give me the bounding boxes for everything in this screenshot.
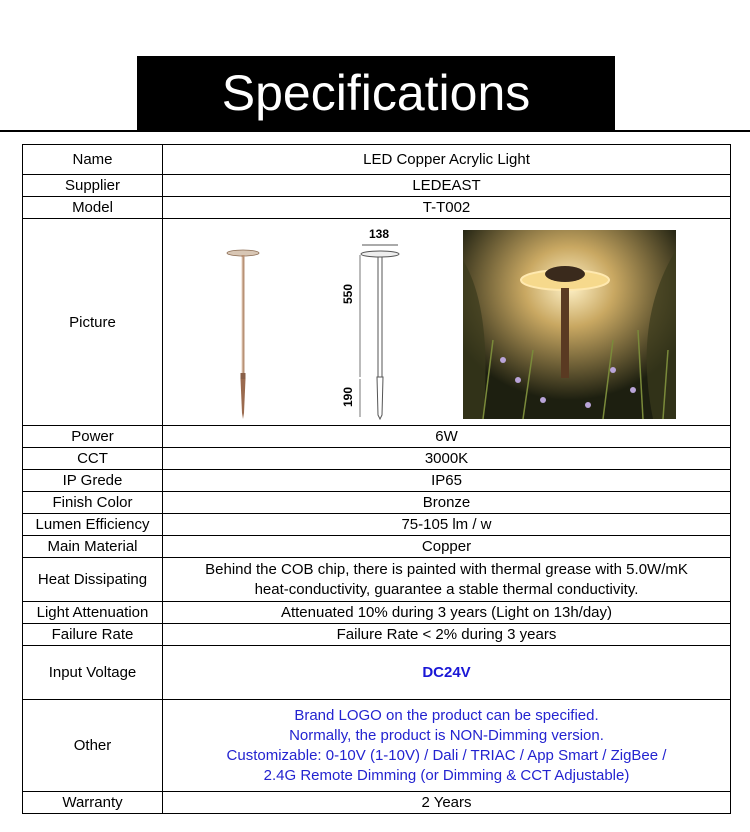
row-label: Picture <box>23 219 163 426</box>
row-label: Lumen Efficiency <box>23 514 163 536</box>
ip-value: IP65 <box>163 470 731 492</box>
row-label: CCT <box>23 448 163 470</box>
table-row <box>23 792 731 814</box>
row-label: Failure Rate <box>23 624 163 646</box>
product-render-image <box>223 245 263 421</box>
other-value <box>163 700 731 792</box>
spec-table <box>22 144 731 814</box>
table-row <box>23 558 731 602</box>
dimension-drawing <box>348 229 408 421</box>
row-label: Warranty <box>23 792 163 814</box>
product-name: LED Copper Acrylic Light <box>163 145 731 175</box>
supplier-value: LEDEAST <box>163 175 731 197</box>
lumen-value: 75-105 lm / w <box>163 514 731 536</box>
table-row <box>23 426 731 448</box>
row-label: Name <box>23 145 163 175</box>
table-row <box>23 145 731 175</box>
heat-line-2: heat-conductivity, guarantee a stable thermal conductivity. <box>254 580 639 598</box>
table-row <box>23 470 731 492</box>
row-label: IP Grede <box>23 470 163 492</box>
page-title: Specifications <box>137 56 615 130</box>
other-line-3: Customizable: 0-10V (1-10V) / Dali / TRIAC / App Smart / ZigBee / <box>226 746 667 764</box>
row-label: Main Material <box>23 536 163 558</box>
attenuation-value: Attenuated 10% during 3 years (Light on 13h/day) <box>163 602 731 624</box>
garden-photo <box>463 230 676 419</box>
dim-height-label: 550 <box>341 283 355 304</box>
table-row <box>23 492 731 514</box>
table-row <box>23 646 731 700</box>
row-label: Light Attenuation <box>23 602 163 624</box>
voltage-value: DC24V <box>163 646 731 700</box>
power-value: 6W <box>163 426 731 448</box>
material-value: Copper <box>163 536 731 558</box>
failure-value: Failure Rate < 2% during 3 years <box>163 624 731 646</box>
row-label: Supplier <box>23 175 163 197</box>
model-value: T-T002 <box>163 197 731 219</box>
table-row <box>23 197 731 219</box>
heat-value <box>163 558 731 602</box>
dim-spike-label: 190 <box>341 386 355 407</box>
table-row <box>23 219 731 426</box>
row-label: Power <box>23 426 163 448</box>
row-label: Model <box>23 197 163 219</box>
divider <box>0 130 750 132</box>
table-row <box>23 536 731 558</box>
table-row <box>23 624 731 646</box>
table-row <box>23 448 731 470</box>
picture-cell <box>163 219 731 426</box>
other-line-2: Normally, the product is NON-Dimming version. <box>289 726 604 744</box>
heat-line-1: Behind the COB chip, there is painted with thermal grease with 5.0W/mK <box>205 560 688 578</box>
row-label: Other <box>23 700 163 792</box>
other-line-1: Brand LOGO on the product can be specified. <box>294 706 599 724</box>
other-line-4: 2.4G Remote Dimming (or Dimming & CCT Adjustable) <box>263 766 630 784</box>
table-row <box>23 700 731 792</box>
table-row <box>23 175 731 197</box>
dim-width-label: 138 <box>369 227 390 241</box>
row-label: Finish Color <box>23 492 163 514</box>
finish-value: Bronze <box>163 492 731 514</box>
cct-value: 3000K <box>163 448 731 470</box>
row-label: Input Voltage <box>23 646 163 700</box>
table-row <box>23 602 731 624</box>
table-row <box>23 514 731 536</box>
warranty-value: 2 Years <box>163 792 731 814</box>
row-label: Heat Dissipating <box>23 558 163 602</box>
